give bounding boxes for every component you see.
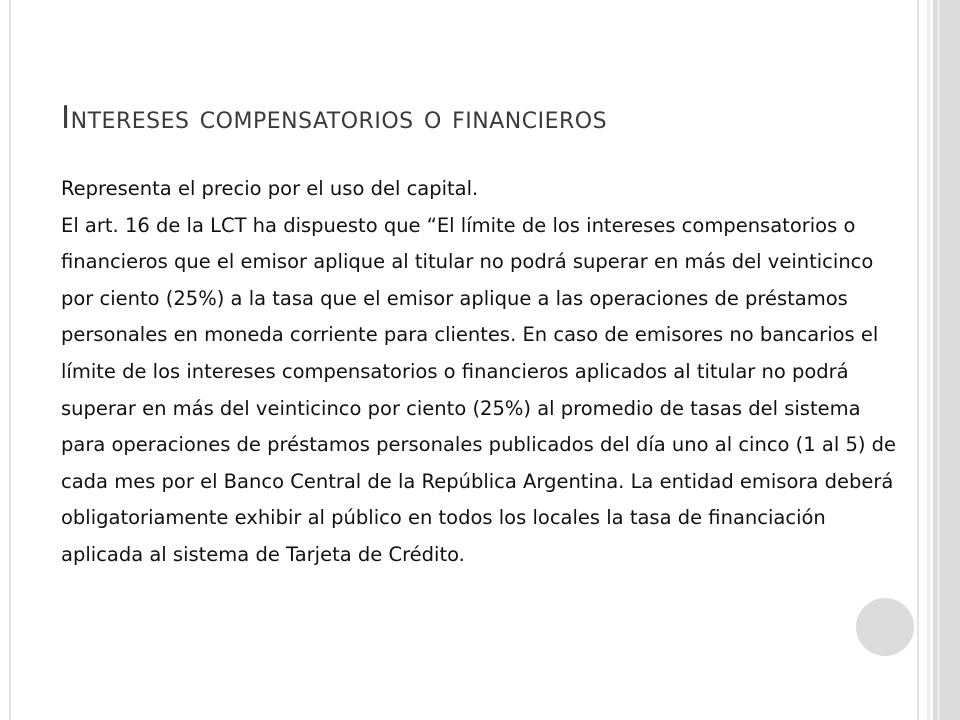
slide-body (61, 171, 911, 574)
decorative-circle (856, 598, 914, 656)
frame-right-line (917, 0, 919, 720)
slide-title: Intereses compensatorios o financieros (61, 100, 608, 136)
decorative-stripe-band (927, 0, 960, 720)
body-paragraph: El art. 16 de la LCT ha dispuesto que “El límite de los intereses compensatorios o financieros que el emisor aplique al titular no podrá superar en más del veinticinco por ciento (25%) a la tasa que el emisor aplique a las operaciones de préstamos personales en moneda corriente para clientes. En caso de emisores no bancarios el límite de los intereses compensatorios o financieros aplicados al titular no podrá superar en más del veinticinco por ciento (25%) al promedio de tasas del sistema para operaciones de préstamos personales publicados del día uno al cinco (1 al 5) de cada mes por el Banco Central de la República Argentina. La entidad emisora deberá obligatoriamente exhibir al público en todos los locales la tasa de financiación aplicada al sistema de Tarjeta de Crédito. (61, 213, 897, 566)
body-paragraph: Representa el precio por el uso del capital. (61, 177, 479, 200)
frame-left-line (9, 0, 11, 720)
